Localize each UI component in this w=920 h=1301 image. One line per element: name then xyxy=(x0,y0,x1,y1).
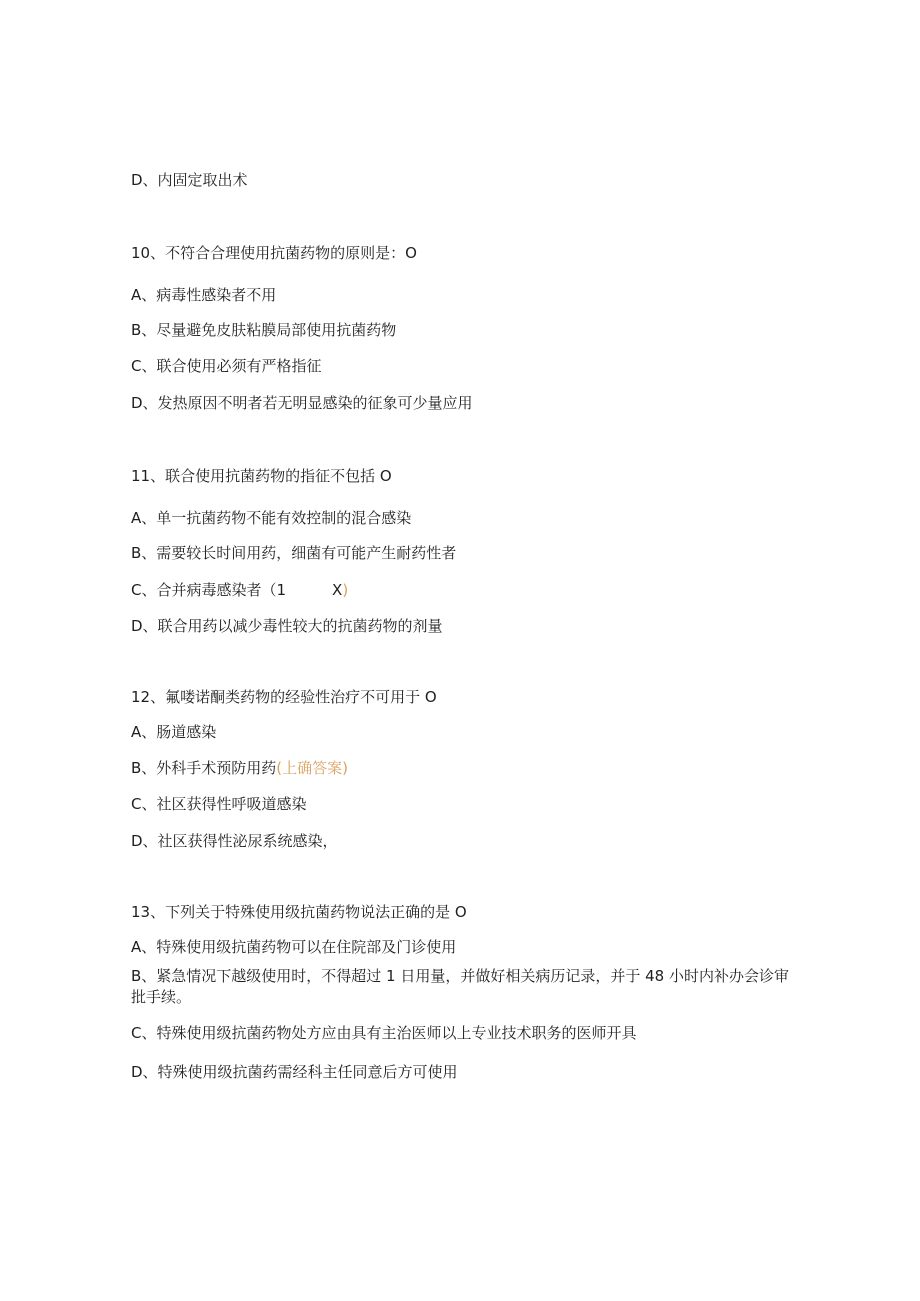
q11-option-c-close: ) xyxy=(342,581,349,599)
q12-option-b xyxy=(131,758,348,778)
q13-option-c: C、特殊使用级抗菌药物处方应由具有主治医师以上专业技术职务的医师开具 xyxy=(131,1024,637,1042)
q13-stem: 13、下列关于特殊使用级抗菌药物说法正确的是 O xyxy=(131,903,467,921)
q12-stem: 12、氟喽诺酮类药物的经验性治疗不可用于 O xyxy=(131,688,437,706)
q12-option-b-text: B、外科手术预防用药 xyxy=(131,759,277,777)
q10-option-b: B、尽量避免皮肤粘膜局部使用抗菌药物 xyxy=(131,321,397,339)
q11-option-c-text: C、合并病毒感染者（1 xyxy=(131,581,287,599)
q12-option-d: D、社区获得性泌尿系统感染， xyxy=(131,832,338,850)
q9-option-d: D、内固定取出术 xyxy=(131,171,248,189)
q11-stem: 11、联合使用抗菌药物的指征不包括 O xyxy=(131,467,392,485)
q10-option-a: A、病毒性感染者不用 xyxy=(131,286,277,304)
q13-option-a: A、特殊使用级抗菌药物可以在住院部及门诊使用 xyxy=(131,938,457,956)
q10-option-c: C、联合使用必须有严格指征 xyxy=(131,357,322,375)
q12-option-b-note: (上确答案) xyxy=(276,759,349,777)
q11-option-c xyxy=(131,580,348,600)
q12-option-c: C、社区获得性呼吸道感染 xyxy=(131,795,307,813)
q11-option-d: D、联合用药以减少毒性较大的抗菌药物的剂量 xyxy=(131,617,443,635)
q13-option-b: B、紧急情况下越级使用时，不得超过 1 日用量，并做好相关病历记录，并于 48 小时内补办会诊审批手续。 xyxy=(131,967,789,1006)
q11-option-b: B、需要较长时间用药，细菌有可能产生耐药性者 xyxy=(131,544,457,562)
q10-stem: 10、不符合合理使用抗菌药物的原则是：O xyxy=(131,244,417,262)
q11-option-c-mark: X xyxy=(332,581,343,599)
q11-option-a: A、单一抗菌药物不能有效控制的混合感染 xyxy=(131,509,412,527)
q10-option-d: D、发热原因不明者若无明显感染的征象可少量应用 xyxy=(131,394,473,412)
q12-option-a: A、肠道感染 xyxy=(131,723,217,741)
q13-option-d: D、特殊使用级抗菌药需经科主任同意后方可使用 xyxy=(131,1063,458,1081)
